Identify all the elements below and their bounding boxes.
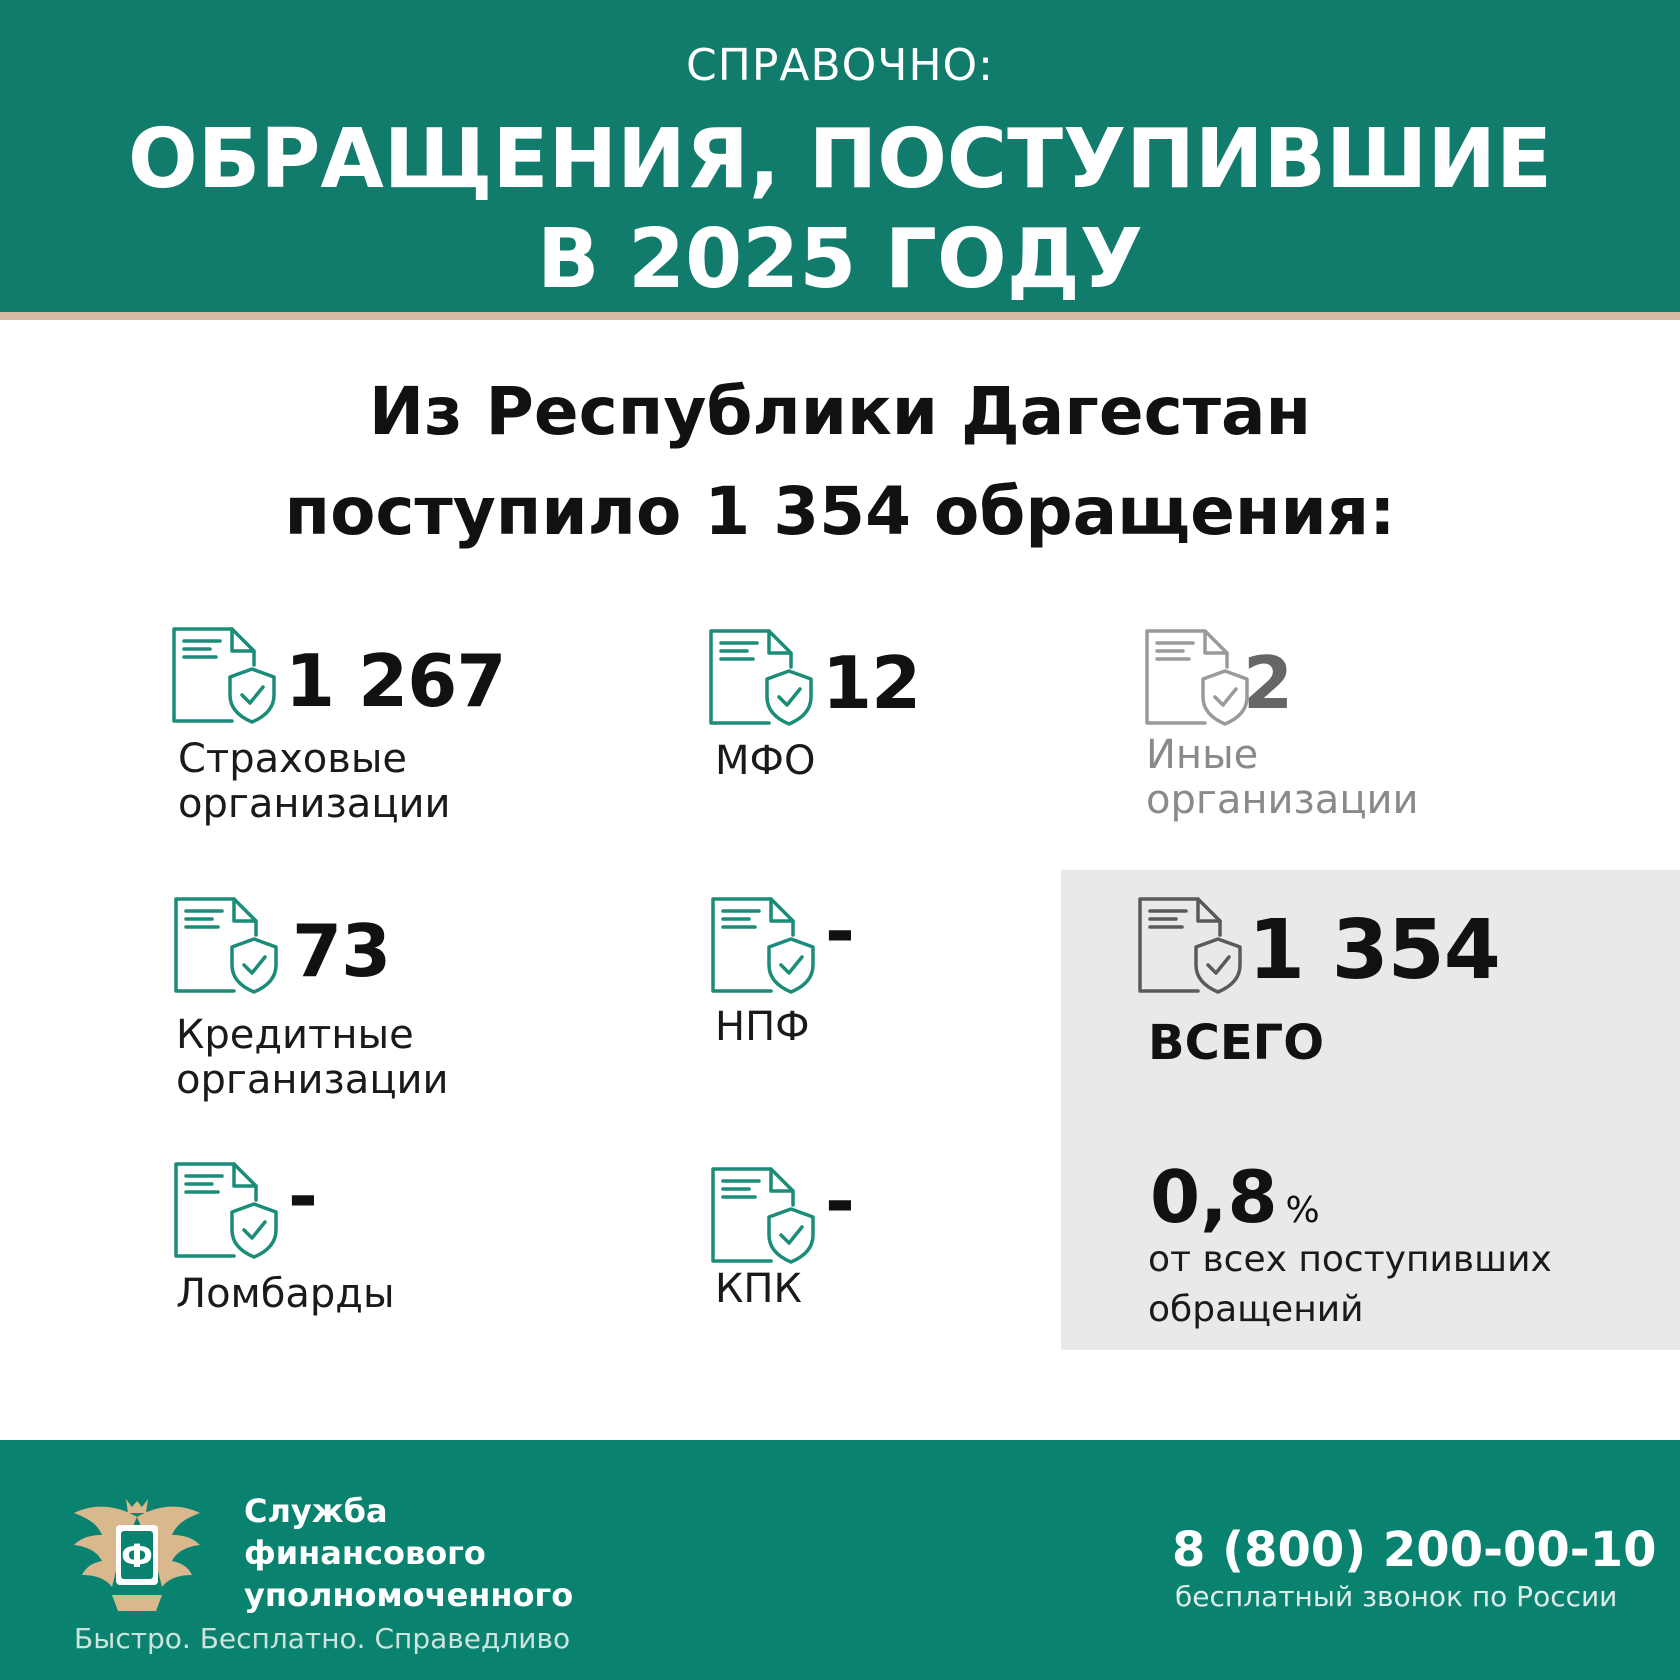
percent-value: 0,8 <box>1150 1155 1278 1239</box>
stat-label-line2: организации <box>1146 777 1419 823</box>
document-shield-icon <box>172 895 282 995</box>
stat-value: - <box>825 889 854 973</box>
org-name-line3: уполномоченного <box>244 1576 574 1614</box>
stat-label <box>178 737 451 827</box>
stat-label-line1: Ломбарды <box>176 1271 395 1317</box>
document-shield-icon <box>1143 627 1253 727</box>
stat-label <box>715 1005 810 1050</box>
document-shield-icon <box>707 627 817 727</box>
total-label: ВСЕГО <box>1148 1015 1324 1071</box>
slogan: Быстро. Бесплатно. Справедливо <box>74 1622 571 1655</box>
org-name-line1: Служба <box>244 1492 388 1530</box>
header-kicker: СПРАВОЧНО: <box>686 40 994 91</box>
stat-label-line1: Страховые <box>178 736 408 782</box>
percent-label <box>1148 1235 1552 1335</box>
stat-label-line1: Иные <box>1146 732 1259 778</box>
document-shield-icon <box>170 625 280 725</box>
stat-value: 1 267 <box>285 639 506 723</box>
stat-value: 12 <box>822 641 921 725</box>
header-title <box>0 110 1680 310</box>
stat-label <box>715 739 815 784</box>
phone-note: бесплатный звонок по России <box>1175 1580 1618 1613</box>
org-name-line2: финансового <box>244 1534 486 1572</box>
document-shield-icon <box>172 1160 282 1260</box>
lead-line2: поступило 1 354 обращения: <box>284 473 1396 550</box>
stat-label-line1: Кредитные <box>176 1012 414 1058</box>
document-shield-icon <box>709 895 819 995</box>
org-name <box>244 1490 573 1616</box>
percent-label-line2: обращений <box>1148 1289 1364 1330</box>
header-divider <box>0 312 1680 320</box>
stat-label <box>1146 733 1419 823</box>
percent-share <box>1150 1155 1320 1239</box>
stat-label <box>176 1272 395 1317</box>
stat-label-line2: организации <box>176 1057 449 1103</box>
stat-value: - <box>825 1159 854 1243</box>
header-title-line1: ОБРАЩЕНИЯ, ПОСТУПИВШИЕ <box>128 112 1552 207</box>
emblem-letter: Ф <box>121 1537 153 1575</box>
document-shield-icon <box>1136 895 1246 995</box>
stat-label <box>176 1013 449 1103</box>
stat-value: - <box>288 1154 317 1238</box>
eagle-emblem-logo <box>72 1495 202 1615</box>
phone-number[interactable]: 8 (800) 200-00-10 <box>1172 1522 1657 1578</box>
header-title-line2: В 2025 ГОДУ <box>536 212 1144 307</box>
stat-label-line2: организации <box>178 781 451 827</box>
percent-sign: % <box>1285 1190 1320 1231</box>
lead-line1: Из Республики Дагестан <box>368 373 1312 450</box>
percent-label-line1: от всех поступивших <box>1148 1239 1552 1280</box>
lead-text <box>0 362 1680 562</box>
stat-value: 2 <box>1243 641 1293 725</box>
stat-label-line1: КПК <box>715 1266 802 1312</box>
document-shield-icon <box>709 1165 819 1265</box>
stat-value: 73 <box>292 909 391 993</box>
stat-label-line1: МФО <box>715 738 816 784</box>
stat-label-line1: НПФ <box>715 1004 810 1050</box>
total-value: 1 354 <box>1248 903 1500 998</box>
stat-label <box>715 1267 802 1312</box>
